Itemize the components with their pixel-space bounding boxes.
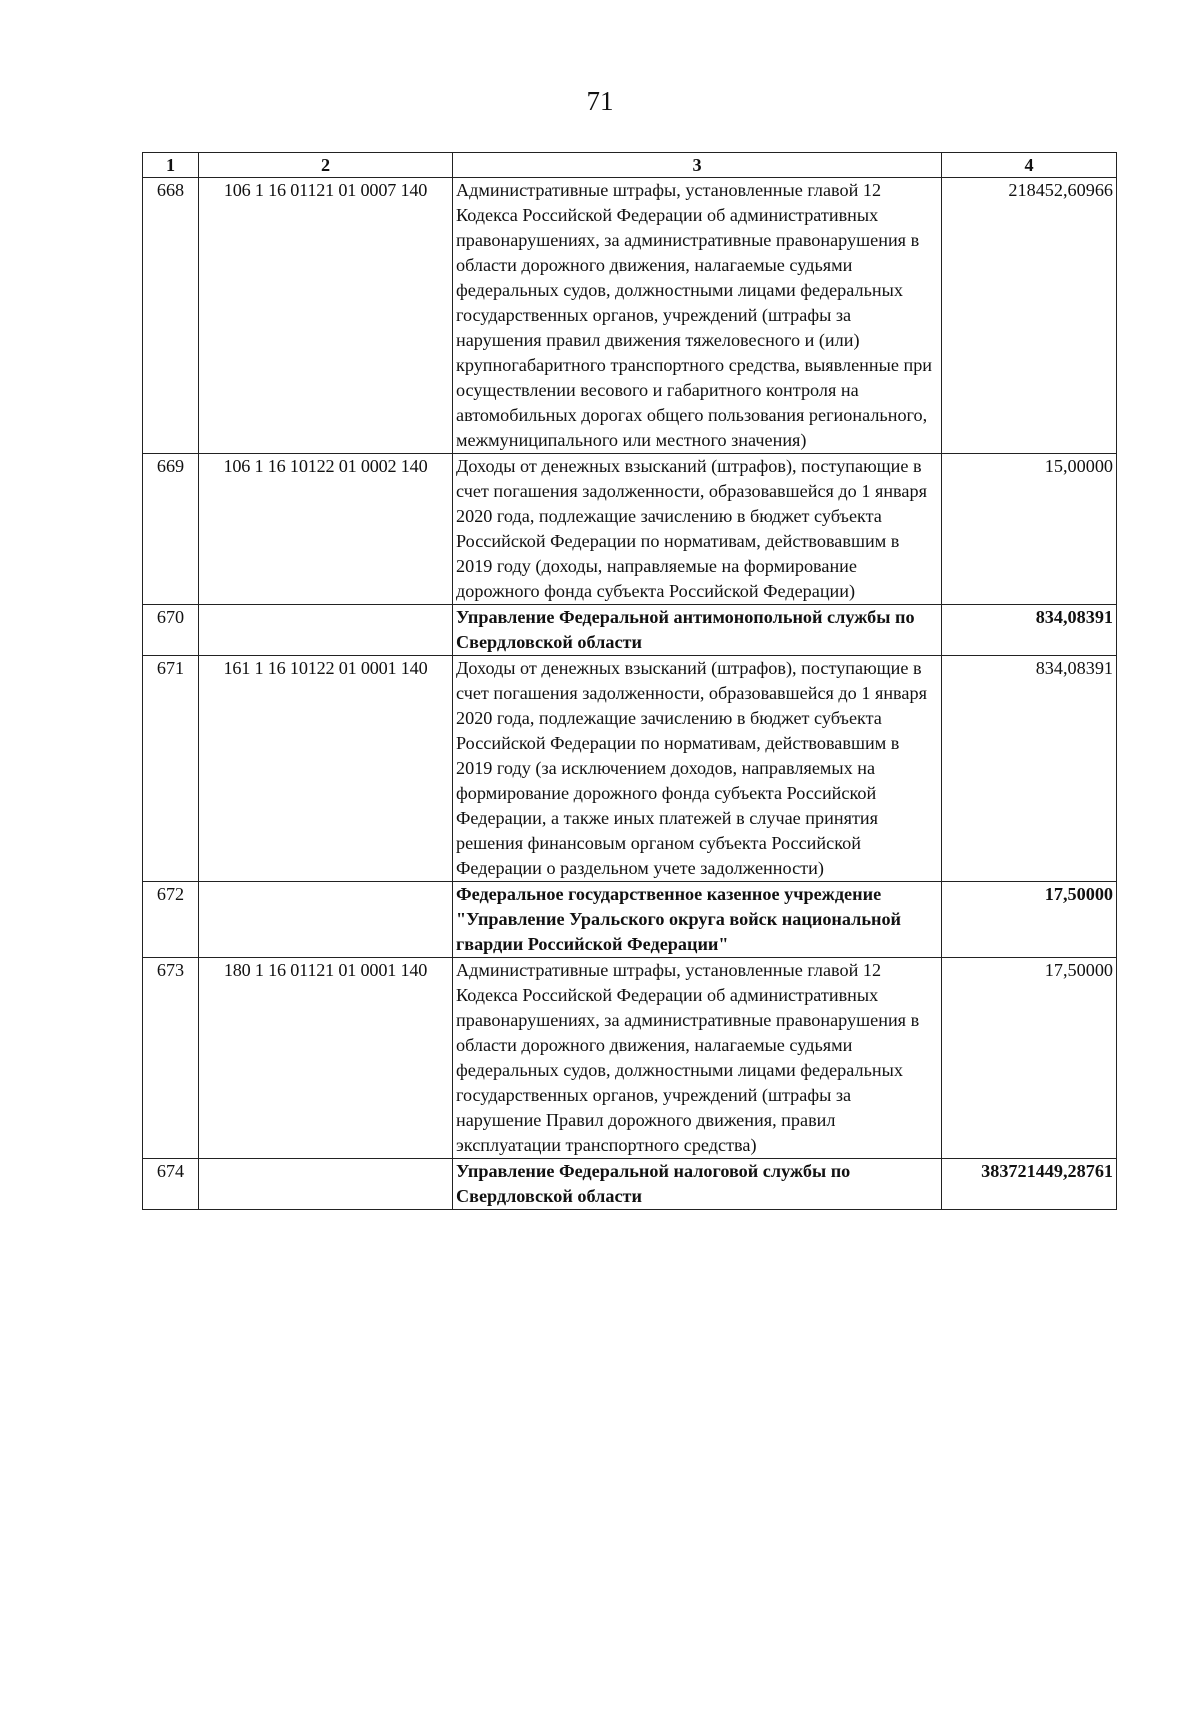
budget-code bbox=[199, 1159, 453, 1210]
header-col-2: 2 bbox=[199, 153, 453, 178]
table-row bbox=[143, 454, 1117, 605]
header-col-3: 3 bbox=[453, 153, 942, 178]
row-description: Административные штрафы, установленные главой 12 Кодекса Российской Федерации об административных правонарушениях, за административные правонарушения в области дорожного движения, налагаемые судьями федеральных судов, должностными лицами федеральных государственных органов, учреждений (штрафы за нарушения правил движения тяжеловесного и (или) крупногабаритного транспортного средства, выявленные при осуществлении весового и габаритного контроля на автомобильных дорогах общего пользования регионального, межмуниципального или местного значения) bbox=[453, 178, 942, 454]
row-description: Управление Федеральной налоговой службы по Свердловской области bbox=[453, 1159, 942, 1210]
table-row bbox=[143, 958, 1117, 1159]
budget-code: 180 1 16 01121 01 0001 140 bbox=[199, 958, 453, 1159]
row-amount: 383721449,28761 bbox=[942, 1159, 1117, 1210]
table-row bbox=[143, 605, 1117, 656]
header-row bbox=[143, 153, 1117, 178]
budget-code: 106 1 16 01121 01 0007 140 bbox=[199, 178, 453, 454]
row-amount: 834,08391 bbox=[942, 605, 1117, 656]
table-row bbox=[143, 882, 1117, 958]
row-amount: 218452,60966 bbox=[942, 178, 1117, 454]
row-description: Доходы от денежных взысканий (штрафов), поступающие в счет погашения задолженности, образовавшейся до 1 января 2020 года, подлежащие зачислению в бюджет субъекта Российской Федерации по нормативам, действовавшим в 2019 году (за исключением доходов, направляемых на формирование дорожного фонда субъекта Российской Федерации, а также иных платежей в случае принятия решения финансовым органом субъекта Российской Федерации о раздельном учете задолженности) bbox=[453, 656, 942, 882]
revenue-table bbox=[142, 152, 1117, 1210]
row-number: 670 bbox=[143, 605, 199, 656]
row-description: Управление Федеральной антимонопольной службы по Свердловской области bbox=[453, 605, 942, 656]
row-description: Доходы от денежных взысканий (штрафов), поступающие в счет погашения задолженности, образовавшейся до 1 января 2020 года, подлежащие зачислению в бюджет субъекта Российской Федерации по нормативам, действовавшим в 2019 году (доходы, направляемые на формирование дорожного фонда субъекта Российской Федерации) bbox=[453, 454, 942, 605]
row-amount: 834,08391 bbox=[942, 656, 1117, 882]
budget-code bbox=[199, 882, 453, 958]
budget-code: 106 1 16 10122 01 0002 140 bbox=[199, 454, 453, 605]
row-number: 674 bbox=[143, 1159, 199, 1210]
row-amount: 15,00000 bbox=[942, 454, 1117, 605]
table-row bbox=[143, 178, 1117, 454]
budget-code: 161 1 16 10122 01 0001 140 bbox=[199, 656, 453, 882]
header-col-1: 1 bbox=[143, 153, 199, 178]
row-number: 671 bbox=[143, 656, 199, 882]
budget-code bbox=[199, 605, 453, 656]
row-description: Административные штрафы, установленные главой 12 Кодекса Российской Федерации об административных правонарушениях, за административные правонарушения в области дорожного движения, налагаемые судьями федеральных судов, должностными лицами федеральных государственных органов, учреждений (штрафы за нарушение Правил дорожного движения, правил эксплуатации транспортного средства) bbox=[453, 958, 942, 1159]
row-number: 669 bbox=[143, 454, 199, 605]
table-row bbox=[143, 656, 1117, 882]
row-number: 673 bbox=[143, 958, 199, 1159]
row-number: 672 bbox=[143, 882, 199, 958]
table-row bbox=[143, 1159, 1117, 1210]
header-col-4: 4 bbox=[942, 153, 1117, 178]
row-amount: 17,50000 bbox=[942, 882, 1117, 958]
page-number: 71 bbox=[586, 86, 614, 116]
row-description: Федеральное государственное казенное учреждение "Управление Уральского округа войск национальной гвардии Российской Федерации" bbox=[453, 882, 942, 958]
row-amount: 17,50000 bbox=[942, 958, 1117, 1159]
row-number: 668 bbox=[143, 178, 199, 454]
